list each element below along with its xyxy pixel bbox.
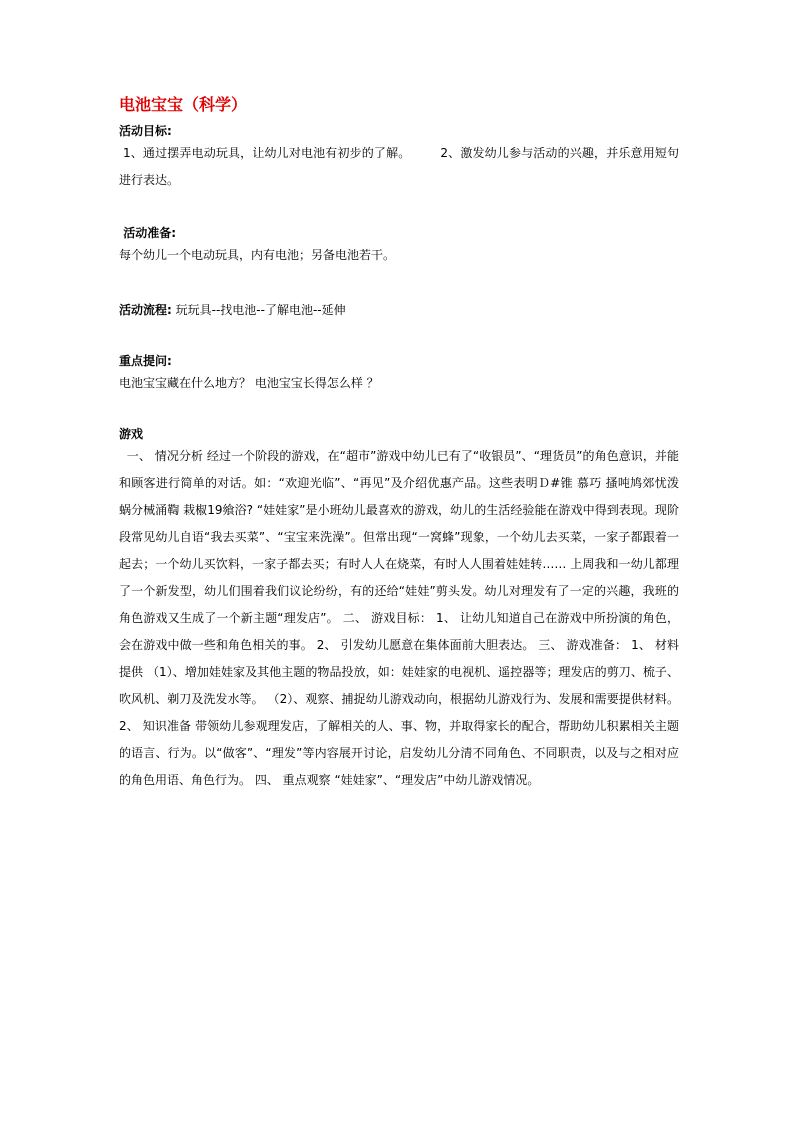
goal-1: 1、通过摆弄电动玩具，让幼儿对电池有初步的了解。: [122, 146, 411, 160]
document-page: [119, 94, 679, 794]
goals-text: [119, 140, 679, 194]
key-questions-heading: 重点提问:: [119, 354, 172, 368]
flow-line: [119, 297, 679, 324]
prep-heading: 活动准备:: [123, 226, 176, 240]
goal-2: 2、激发幼儿参与活动的兴趣，并乐意用短句进行表达。: [119, 146, 680, 187]
flow-heading: 活动流程:: [119, 303, 172, 317]
game-heading: 游戏: [119, 427, 144, 441]
goals-heading: 活动目标:: [119, 124, 172, 138]
document-title: 电池宝宝（科学）: [119, 95, 248, 114]
flow-text: 玩玩具--找电池--了解电池--延伸: [175, 303, 346, 317]
key-questions-text: 电池宝宝藏在什么地方？ 电池宝宝长得怎么样 ？: [119, 376, 379, 390]
prep-text: 每个幼儿一个电动玩具，内有电池；另备电池若干。: [119, 248, 396, 262]
game-body: 一、 情况分析 经过一个阶段的游戏，在“超市”游戏中幼儿已有了“收银员”、“理货员”的角色意识，并能和顾客进行简单的对话。如：“欢迎光临”、“再见”及介绍优惠产品。这些表明Ｄ#锥 慕巧 搔吨鸠郊忧泼 蜗分械涌鞫 栽椒19飨浴? “娃娃家”是小班幼儿最喜欢的游戏，幼儿的生活经验能在游戏中得到表现。现阶段常见幼儿自语“我去买菜”、“宝宝来洗澡”。但常出现“一窝蜂”现象，一个幼儿去买菜，一家子都跟着一起去；一个幼儿买饮料，一家子都去买；有时人人在烧菜，有时人人围着娃娃转…… 上周我和一幼儿都理了一个新发型，幼儿们围着我们议论纷纷，有的还给“娃娃”剪头发。幼儿对理发有了一定的兴趣，我班的角色游戏又生成了一个新主题“理发店”。 二、 游戏目标： 1、 让幼儿知道自己在游戏中所扮演的角色，会在游戏中做一些和角色相关的事。 2、 引发幼儿愿意在集体面前大胆表达。 三、 游戏准备： 1、 材料提供 （1）、增加娃娃家及其他主题的物品投放，如：娃娃家的电视机、遥控器等；理发店的剪刀、梳子、吹风机、剃刀及洗发水等。 （2）、观察、捕捉幼儿游戏动向，根据幼儿游戏行为、发展和需要提供材料。 2、 知识准备 带领幼儿参观理发店，了解相关的人、事、物，并取得家长的配合，帮助幼儿积累相关主题的语言、行为。以“做客”、“理发”等内容展开讨论，启发幼儿分清不同角色、不同职责，以及与之相对应的角色用语、角色行为。 四、 重点观察 “娃娃家”、“理发店”中幼儿游戏情况。: [119, 449, 679, 787]
